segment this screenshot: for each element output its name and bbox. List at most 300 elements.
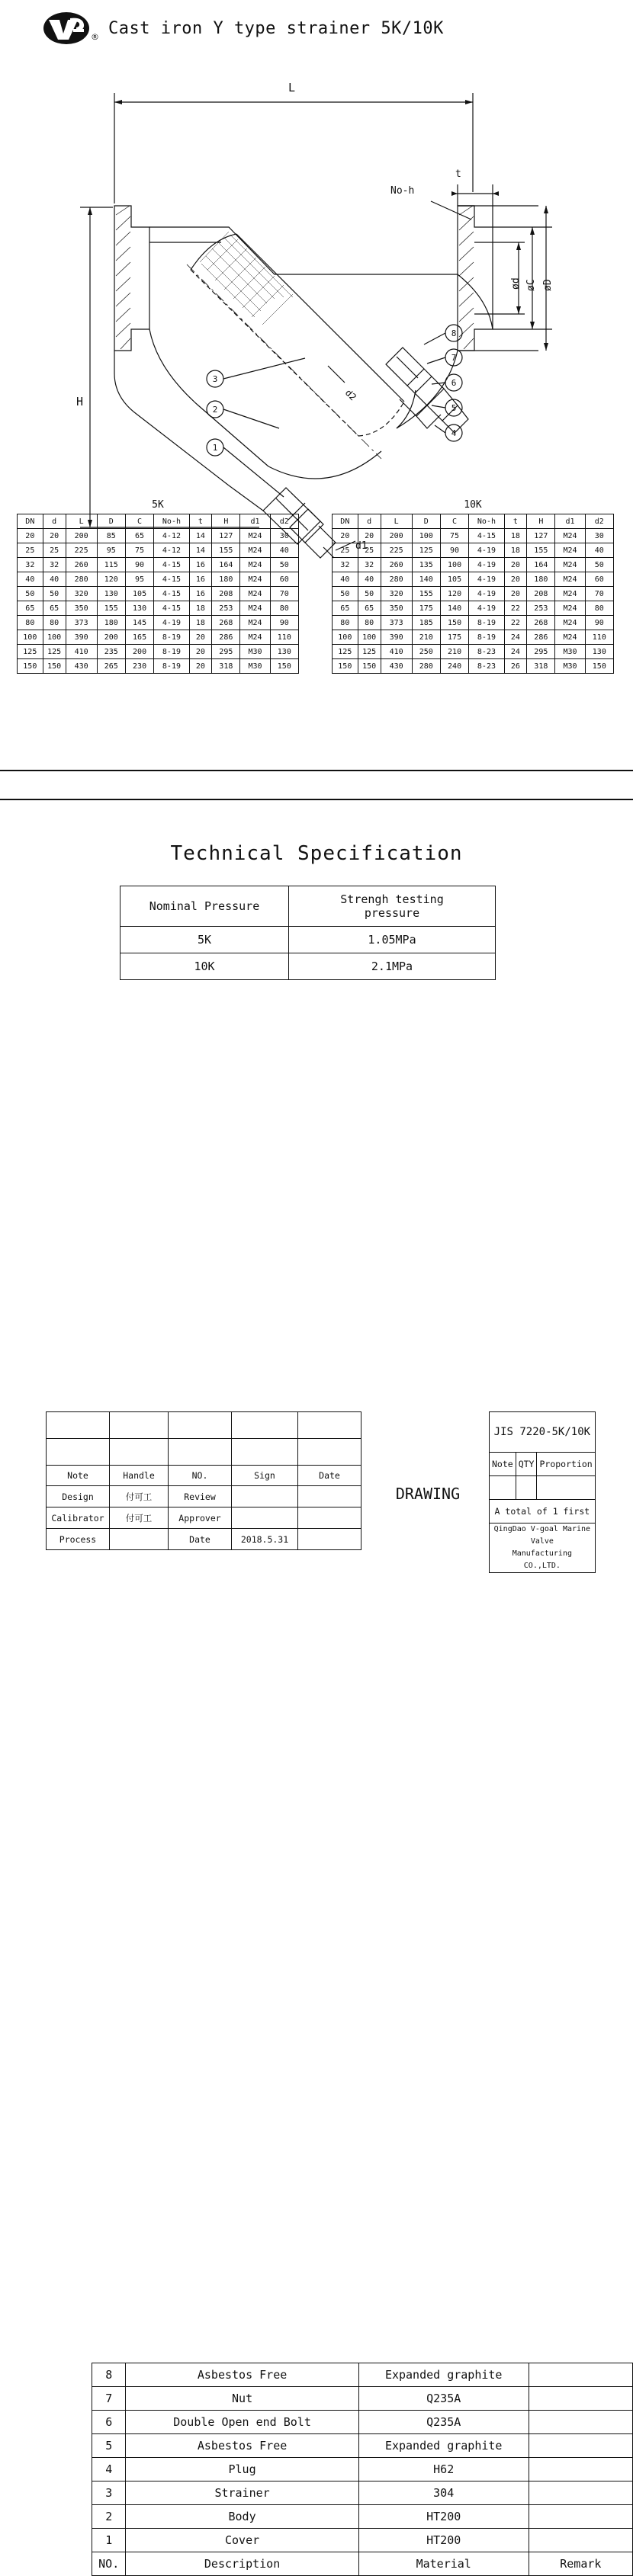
table-header-row — [490, 1453, 596, 1476]
column-header: DN — [18, 514, 43, 529]
column-header: Remark — [529, 2552, 632, 2576]
table-row — [47, 1507, 361, 1529]
table-cell: M30 — [555, 659, 585, 674]
table-row — [120, 927, 496, 953]
table-cell: M24 — [555, 601, 585, 616]
table-cell: 75 — [440, 529, 468, 543]
table-cell: 100 — [358, 630, 381, 645]
bom-material: Q235A — [358, 2411, 529, 2434]
table-cell: 4-19 — [154, 616, 189, 630]
table-cell: 150 — [43, 659, 66, 674]
table-cell — [298, 1412, 361, 1439]
table-cell: 125 — [358, 645, 381, 659]
table-cell: 180 — [97, 616, 125, 630]
table-cell: 155 — [97, 601, 125, 616]
table-cell: 30 — [585, 529, 613, 543]
table-row — [333, 659, 614, 674]
column-header: t — [189, 514, 211, 529]
table-row — [18, 587, 299, 601]
table-cell: 8-19 — [469, 630, 504, 645]
table-cell: 268 — [212, 616, 240, 630]
bom-description: Plug — [126, 2458, 358, 2481]
table-row — [92, 2529, 633, 2552]
table-cell: 318 — [212, 659, 240, 674]
table-cell: 25 — [358, 543, 381, 558]
table-cell: 65 — [333, 601, 358, 616]
table-row — [333, 601, 614, 616]
table-cell — [232, 1439, 298, 1466]
table-cell: 253 — [527, 601, 555, 616]
table-cell: 164 — [527, 558, 555, 572]
table-cell: 175 — [412, 601, 440, 616]
table-cell: 32 — [333, 558, 358, 572]
sheet-header — [0, 0, 633, 70]
column-header: NO. — [92, 2552, 126, 2576]
table-cell — [47, 1412, 110, 1439]
table-cell: 65 — [18, 601, 43, 616]
table-cell: 150 — [440, 616, 468, 630]
table-cell: 225 — [66, 543, 97, 558]
table-row — [333, 587, 614, 601]
bom-remark — [529, 2363, 632, 2387]
table-cell: M24 — [240, 616, 270, 630]
column-header: Material — [358, 2552, 529, 2576]
table-row — [333, 616, 614, 630]
table-cell: 60 — [585, 572, 613, 587]
column-header: d1 — [555, 514, 585, 529]
table-cell: 230 — [125, 659, 153, 674]
table-cell: 4-19 — [469, 543, 504, 558]
table-cell: 40 — [43, 572, 66, 587]
company-name: QingDao V-goal Marine Valve Manufacturing CO.,LTD. — [490, 1523, 596, 1573]
table-cell: 130 — [270, 645, 298, 659]
table-cell: 4-19 — [469, 572, 504, 587]
table-cell: M24 — [555, 543, 585, 558]
table-cell: 20 — [333, 529, 358, 543]
label-phi-D: øD — [542, 279, 554, 291]
table-cell — [232, 1486, 298, 1507]
bom-remark — [529, 2411, 632, 2434]
table-cell: 95 — [125, 572, 153, 587]
table-cell: 30 — [270, 529, 298, 543]
table-cell: 70 — [585, 587, 613, 601]
table-cell: 付可工 — [110, 1486, 169, 1507]
table-cell: 235 — [97, 645, 125, 659]
table-cell: 250 — [412, 645, 440, 659]
table-cell: 80 — [585, 601, 613, 616]
bom-remark — [529, 2434, 632, 2458]
label-phi-C: øC — [525, 279, 537, 291]
table-cell: 20 — [504, 572, 526, 587]
table-cell: 286 — [527, 630, 555, 645]
column-header: D — [412, 514, 440, 529]
table-row — [92, 2481, 633, 2505]
table-cell: 18 — [504, 529, 526, 543]
table-cell: 180 — [212, 572, 240, 587]
table-cell: Process — [47, 1529, 110, 1550]
table-cell — [298, 1439, 361, 1466]
table-cell: 5K — [120, 927, 289, 953]
column-header: No-h — [154, 514, 189, 529]
table-cell: 24 — [504, 630, 526, 645]
label-no-h: No-h — [390, 185, 415, 197]
table-row — [333, 529, 614, 543]
table-cell: M24 — [240, 529, 270, 543]
table-cell — [110, 1412, 169, 1439]
table-cell: 145 — [125, 616, 153, 630]
table-cell — [490, 1476, 516, 1500]
table-cell: M30 — [555, 645, 585, 659]
table-cell: 32 — [358, 558, 381, 572]
table-cell: 20 — [189, 659, 211, 674]
column-header: Proportion — [537, 1453, 595, 1476]
table-cell: 295 — [527, 645, 555, 659]
table-cell — [298, 1529, 361, 1550]
column-header: C — [125, 514, 153, 529]
table-cell: 390 — [381, 630, 412, 645]
table-cell: 80 — [43, 616, 66, 630]
table-cell: 286 — [212, 630, 240, 645]
v-goal-logo-icon — [43, 11, 90, 46]
column-header: d — [358, 514, 381, 529]
table-cell: 26 — [504, 659, 526, 674]
table-row — [333, 645, 614, 659]
label-L: L — [288, 81, 296, 95]
table-cell: 320 — [381, 587, 412, 601]
bom-description: Body — [126, 2505, 358, 2529]
table-cell: 180 — [527, 572, 555, 587]
table-row — [18, 630, 299, 645]
table-cell: 295 — [212, 645, 240, 659]
total-label: A total of 1 first — [490, 1500, 596, 1523]
table-cell: 105 — [125, 587, 153, 601]
table-cell: 50 — [358, 587, 381, 601]
table-cell: 155 — [212, 543, 240, 558]
table-cell: 18 — [189, 616, 211, 630]
table-cell: 4-15 — [154, 572, 189, 587]
column-header: C — [440, 514, 468, 529]
bom-material: Expanded graphite — [358, 2363, 529, 2387]
table-row — [92, 2363, 633, 2387]
table-cell: M30 — [240, 659, 270, 674]
table-cell: 8-23 — [469, 659, 504, 674]
callout-1: 1 — [212, 443, 218, 453]
bom-remark — [529, 2529, 632, 2552]
technical-spec-title: Technical Specification — [170, 842, 463, 865]
table-cell: 80 — [18, 616, 43, 630]
table-cell: 50 — [333, 587, 358, 601]
table-cell: 130 — [585, 645, 613, 659]
table-cell: 130 — [125, 601, 153, 616]
dimension-table-10k-caption: 10K — [464, 499, 482, 511]
table-cell: 120 — [97, 572, 125, 587]
table-row — [18, 645, 299, 659]
table-cell: 90 — [585, 616, 613, 630]
column-header: H — [527, 514, 555, 529]
bom-material: Q235A — [358, 2387, 529, 2411]
bom-no: 3 — [92, 2481, 126, 2505]
table-row — [18, 558, 299, 572]
table-cell: 1.05MPa — [289, 927, 496, 953]
label-H: H — [76, 395, 84, 409]
table-cell: M24 — [240, 601, 270, 616]
table-cell: 14 — [189, 543, 211, 558]
table-cell: 260 — [381, 558, 412, 572]
table-cell: 100 — [412, 529, 440, 543]
bom-material: H62 — [358, 2458, 529, 2481]
table-cell: 150 — [585, 659, 613, 674]
table-cell: 125 — [18, 645, 43, 659]
table-cell: 20 — [189, 630, 211, 645]
table-cell: 8-19 — [154, 659, 189, 674]
table-cell: 8-19 — [154, 630, 189, 645]
table-row — [490, 1476, 596, 1500]
table-cell: 100 — [333, 630, 358, 645]
column-header: Nominal Pressure — [120, 886, 289, 927]
table-cell: M24 — [555, 630, 585, 645]
table-cell: 155 — [412, 587, 440, 601]
divider-top — [0, 770, 633, 771]
table-cell: 90 — [125, 558, 153, 572]
bom-remark — [529, 2505, 632, 2529]
table-row — [120, 953, 496, 980]
bom-remark — [529, 2387, 632, 2411]
title-block-left — [46, 1411, 361, 1550]
table-cell — [298, 1486, 361, 1507]
table-cell: 4-19 — [469, 558, 504, 572]
table-cell: 50 — [43, 587, 66, 601]
bom-no: 5 — [92, 2434, 126, 2458]
table-cell: 240 — [440, 659, 468, 674]
divider-bottom — [0, 799, 633, 800]
table-cell: 125 — [412, 543, 440, 558]
table-row — [18, 529, 299, 543]
table-cell: 8-23 — [469, 645, 504, 659]
table-row — [92, 2505, 633, 2529]
table-cell: 175 — [440, 630, 468, 645]
table-cell: 4-12 — [154, 529, 189, 543]
table-cell: 65 — [43, 601, 66, 616]
table-cell: 2.1MPa — [289, 953, 496, 980]
table-cell: 40 — [270, 543, 298, 558]
table-cell: 155 — [527, 543, 555, 558]
table-cell: 85 — [97, 529, 125, 543]
bom-no: 4 — [92, 2458, 126, 2481]
table-cell: 65 — [358, 601, 381, 616]
table-cell: 50 — [270, 558, 298, 572]
table-cell: 140 — [440, 601, 468, 616]
table-cell: 320 — [66, 587, 97, 601]
column-header: Note — [47, 1466, 110, 1486]
table-cell: 135 — [412, 558, 440, 572]
table-cell: 24 — [504, 645, 526, 659]
table-cell — [232, 1507, 298, 1529]
table-cell: M24 — [555, 558, 585, 572]
label-t: t — [455, 168, 461, 180]
table-cell: 410 — [381, 645, 412, 659]
table-row — [92, 2387, 633, 2411]
bom-material: HT200 — [358, 2529, 529, 2552]
table-row — [333, 543, 614, 558]
table-cell: 200 — [66, 529, 97, 543]
table-cell: 390 — [66, 630, 97, 645]
bom-description: Asbestos Free — [126, 2363, 358, 2387]
column-header: Description — [126, 2552, 358, 2576]
table-cell: 95 — [97, 543, 125, 558]
table-cell — [110, 1439, 169, 1466]
label-d1: d1 — [355, 540, 368, 552]
table-cell: 164 — [212, 558, 240, 572]
table-cell: 20 — [43, 529, 66, 543]
table-row — [18, 601, 299, 616]
table-cell: 150 — [333, 659, 358, 674]
table-cell: 208 — [527, 587, 555, 601]
table-cell: 2018.5.31 — [232, 1529, 298, 1550]
table-cell: 100 — [43, 630, 66, 645]
table-cell: 90 — [440, 543, 468, 558]
table-row — [92, 2434, 633, 2458]
table-cell: 200 — [381, 529, 412, 543]
table-cell: 4-15 — [154, 601, 189, 616]
table-cell — [516, 1476, 537, 1500]
table-cell: 127 — [527, 529, 555, 543]
table-cell: 40 — [585, 543, 613, 558]
table-header-row — [47, 1466, 361, 1486]
table-cell: 350 — [66, 601, 97, 616]
table-cell: 225 — [381, 543, 412, 558]
table-row — [490, 1523, 596, 1573]
table-cell: 80 — [358, 616, 381, 630]
table-cell — [47, 1439, 110, 1466]
table-cell: 20 — [358, 529, 381, 543]
table-cell: 20 — [18, 529, 43, 543]
table-row — [333, 630, 614, 645]
table-cell: 105 — [440, 572, 468, 587]
table-cell: 16 — [189, 587, 211, 601]
table-cell: 75 — [125, 543, 153, 558]
title-block — [46, 1411, 593, 1575]
table-cell: Approver — [169, 1507, 232, 1529]
table-cell: 430 — [66, 659, 97, 674]
column-header: d2 — [270, 514, 298, 529]
table-row — [18, 659, 299, 674]
table-row — [92, 2458, 633, 2481]
callout-7: 7 — [451, 353, 457, 363]
dimension-table-5k — [17, 499, 299, 674]
table-row — [490, 1412, 596, 1453]
table-cell: 80 — [270, 601, 298, 616]
table-cell: Review — [169, 1486, 232, 1507]
table-cell: 65 — [125, 529, 153, 543]
table-row — [490, 1500, 596, 1523]
table-cell: 265 — [97, 659, 125, 674]
table-cell: 268 — [527, 616, 555, 630]
bom-remark — [529, 2458, 632, 2481]
table-cell: Calibrator — [47, 1507, 110, 1529]
table-cell — [232, 1412, 298, 1439]
table-cell: 210 — [440, 645, 468, 659]
callout-6: 6 — [451, 378, 457, 388]
table-header-row — [92, 2552, 633, 2576]
column-header: DN — [333, 514, 358, 529]
column-header: Strengh testing pressure — [289, 886, 496, 927]
table-cell: 4-12 — [154, 543, 189, 558]
column-header: d1 — [240, 514, 270, 529]
table-cell — [169, 1439, 232, 1466]
table-cell: 70 — [270, 587, 298, 601]
bom-no: 7 — [92, 2387, 126, 2411]
table-row — [18, 543, 299, 558]
table-cell: 20 — [189, 645, 211, 659]
column-header: D — [97, 514, 125, 529]
bom-no: 6 — [92, 2411, 126, 2434]
table-cell: 40 — [358, 572, 381, 587]
column-header: L — [381, 514, 412, 529]
table-cell: 22 — [504, 616, 526, 630]
column-header: t — [504, 514, 526, 529]
table-cell: M24 — [240, 572, 270, 587]
table-cell: 50 — [18, 587, 43, 601]
table-row — [333, 558, 614, 572]
table-cell: 150 — [358, 659, 381, 674]
table-cell: 8-19 — [469, 616, 504, 630]
table-cell: 10K — [120, 953, 289, 980]
bom-remark — [529, 2481, 632, 2505]
table-cell: 4-15 — [469, 529, 504, 543]
table-cell: M24 — [240, 630, 270, 645]
table-cell: 253 — [212, 601, 240, 616]
table-cell: 32 — [18, 558, 43, 572]
technical-spec-table — [120, 886, 496, 980]
bom-material: Expanded graphite — [358, 2434, 529, 2458]
table-cell: 373 — [66, 616, 97, 630]
column-header: No-h — [469, 514, 504, 529]
table-cell: 410 — [66, 645, 97, 659]
table-row — [47, 1486, 361, 1507]
table-cell: 16 — [189, 558, 211, 572]
table-cell: 20 — [504, 558, 526, 572]
table-cell: 125 — [333, 645, 358, 659]
bom-no: 8 — [92, 2363, 126, 2387]
table-cell: 25 — [333, 543, 358, 558]
table-header-row — [18, 514, 299, 529]
table-cell: M30 — [240, 645, 270, 659]
table-cell: 280 — [412, 659, 440, 674]
table-row — [333, 572, 614, 587]
table-cell: 22 — [504, 601, 526, 616]
table-cell: 127 — [212, 529, 240, 543]
table-cell: 430 — [381, 659, 412, 674]
table-cell: 25 — [43, 543, 66, 558]
table-cell: 4-19 — [469, 587, 504, 601]
table-cell: M24 — [555, 616, 585, 630]
table-cell: 115 — [97, 558, 125, 572]
table-cell: 130 — [97, 587, 125, 601]
column-header: d2 — [585, 514, 613, 529]
column-header: NO. — [169, 1466, 232, 1486]
bom-description: Double Open end Bolt — [126, 2411, 358, 2434]
table-row — [47, 1412, 361, 1439]
table-cell: 20 — [504, 587, 526, 601]
column-header: d — [43, 514, 66, 529]
callout-2: 2 — [212, 405, 218, 415]
column-header: L — [66, 514, 97, 529]
bom-description: Asbestos Free — [126, 2434, 358, 2458]
table-cell: 40 — [18, 572, 43, 587]
table-cell: 165 — [125, 630, 153, 645]
column-header: H — [212, 514, 240, 529]
column-header: Date — [298, 1466, 361, 1486]
